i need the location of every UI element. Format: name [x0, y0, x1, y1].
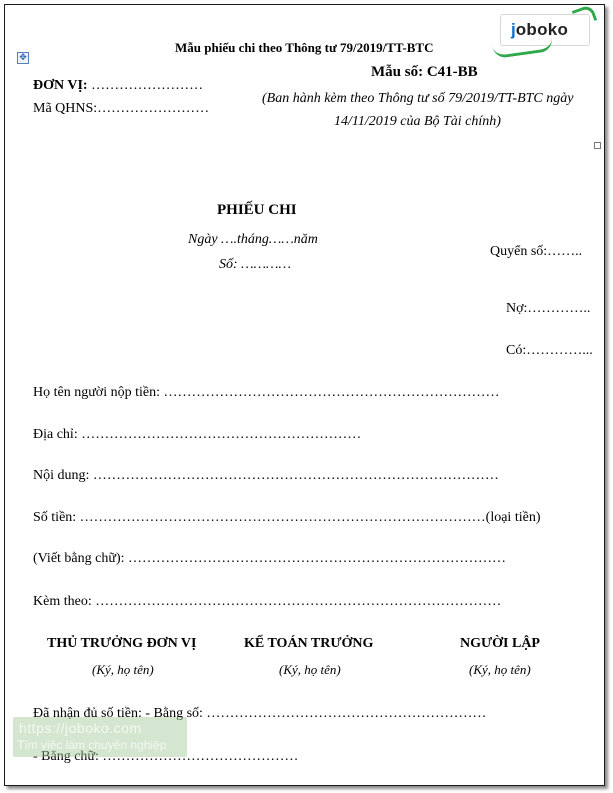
signature-note-chief-accountant: (Ký, họ tên) [279, 662, 341, 677]
unit-value: …………………… [87, 78, 204, 93]
issued-note-line1: (Ban hành kèm theo Thông tư số 79/2019/TT-BTC ngày [262, 91, 574, 106]
credit-field: Có:…………... [506, 343, 593, 358]
amount-field: Số tiền: ……………………………………………………………………………(loại tiền) [33, 510, 541, 525]
unit-label: ĐƠN VỊ: [33, 78, 88, 93]
content-field: Nội dung: …………………………………………………………………………… [33, 468, 499, 483]
received-words-line: - Bằng chữ: …………………………………… [33, 749, 299, 764]
received-amount-line: Đã nhận đủ số tiền: - Bằng số: …………………………………………………… [33, 706, 487, 721]
form-number: Mẫu số: C41-BB [371, 64, 478, 80]
signature-note-director: (Ký, họ tên) [92, 662, 154, 677]
logo-wordmark: oboko [515, 20, 569, 39]
unit-field [33, 78, 203, 94]
watermark-tagline: Tìm việc làm chuyên nghiệp [17, 738, 167, 752]
voucher-title: PHIẾU CHI [217, 202, 297, 218]
watermark-url: https://joboko.com [19, 720, 142, 736]
amount-in-words-field: (Viết bằng chữ): ……………………………………………………………………… [33, 551, 506, 566]
issued-note-line2: 14/11/2019 của Bộ Tài chính) [334, 114, 501, 129]
logo-letter-j: j [511, 20, 516, 39]
signature-role-chief-accountant: KẾ TOÁN TRƯỞNG [244, 636, 374, 651]
payer-name-field: Họ tên người nộp tiền: ……………………………………………………………… [33, 385, 500, 400]
form-title: Mẫu phiếu chi theo Thông tư 79/2019/TT-BTC [175, 40, 434, 55]
signature-role-director: THỦ TRƯỞNG ĐƠN VỊ [47, 636, 197, 651]
voucher-number: Số: ………… [219, 257, 291, 272]
signature-note-preparer: (Ký, họ tên) [469, 662, 531, 677]
debit-field: Nợ:………….. [506, 301, 591, 316]
attachments-field: Kèm theo: …………………………………………………………………………… [33, 594, 502, 609]
address-field: Địa chỉ: …………………………………………………… [33, 427, 362, 442]
table-move-handle-icon[interactable]: ✥ [17, 52, 29, 64]
joboko-logo [500, 14, 590, 46]
date-line: Ngày ….tháng……năm [188, 232, 318, 247]
qhns-field: Mã QHNS:…………………… [33, 101, 210, 116]
signature-role-preparer: NGƯỜI LẬP [460, 636, 540, 651]
table-resize-handle-icon[interactable] [594, 142, 601, 149]
book-number-field: Quyển số:…….. [490, 244, 583, 259]
joboko-watermark [13, 717, 187, 757]
